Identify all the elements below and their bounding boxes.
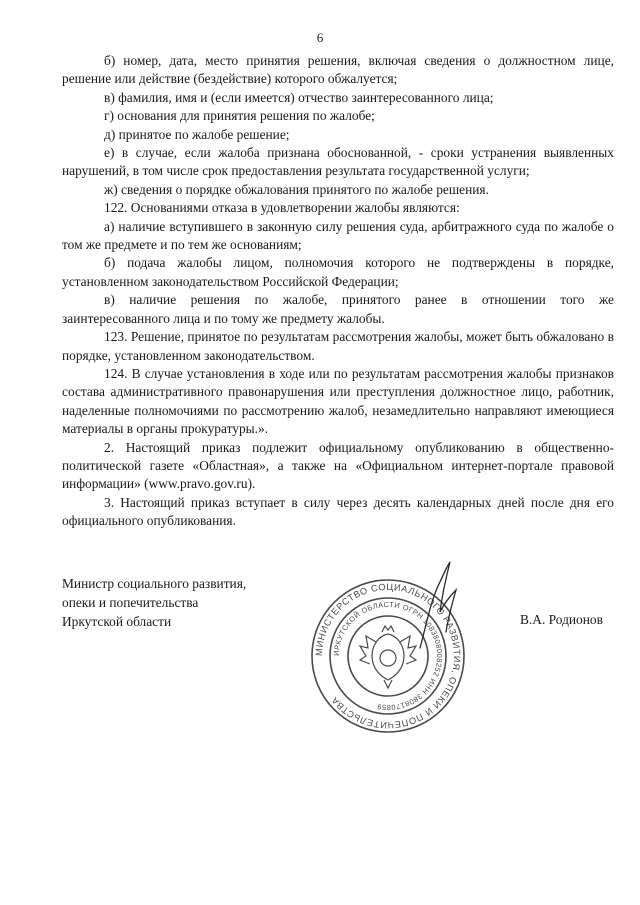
- paragraph-v-name: в) фамилия, имя и (если имеется) отчество заинтересованного лица;: [104, 89, 494, 105]
- paragraph-124: 124. В случае установления в ходе или по результатам рассмотрения жалобы признаков состава административного правонарушения или преступления должностное лицо, работник, наделенные полномочиями по рассмотрению жалоб, незамедлительно направляют имеющиеся материалы в органы прокуратуры.».: [62, 365, 614, 437]
- signatory-title-line: опеки и попечительства: [62, 595, 199, 610]
- signatory-title-line: Иркутской области: [62, 614, 172, 629]
- paragraph-122-b: б) подача жалобы лицом, полномочия которого не подтверждены в порядке, установленном законодательством Российской Федерации;: [62, 255, 614, 289]
- paragraph-123: 123. Решение, принятое по результатам рассмотрения жалобы, может быть обжаловано в порядке, установленном законодательством.: [62, 329, 614, 363]
- paragraph-122-a: а) наличие вступившего в законную силу решения суда, арбитражного суда по жалобе о том же предмете и по тем же основаниям;: [62, 218, 614, 253]
- paragraph-122-v: в) наличие решения по жалобе, принятого ранее в отношении того же заинтересованного лица и по тому же предмету жалобы.: [62, 292, 614, 326]
- signatory-title: [62, 574, 246, 631]
- page-number: 6: [316, 30, 324, 45]
- document-body: [62, 52, 614, 531]
- paragraph-e-deadlines: е) в случае, если жалоба признана обоснованной, - сроки устранения выявленных нарушений, в том числе срок предоставления результата государственной услуги;: [62, 145, 614, 179]
- paragraph-122: 122. Основаниями отказа в удовлетворении жалобы являются:: [104, 200, 460, 216]
- handwritten-signature: [400, 556, 480, 656]
- paragraph-b-details: б) номер, дата, место принятия решения, включая сведения о должностном лице, решение или действие (бездействие) которого обжалуется;: [62, 53, 614, 87]
- signatory-name: В.А. Родионов: [520, 612, 603, 627]
- paragraph-d-decision: д) принятое по жалобе решение;: [104, 126, 290, 142]
- signatory-title-line: Министр социального развития,: [62, 576, 247, 591]
- paragraph-zh-appeal: ж) сведения о порядке обжалования принятого по жалобе решения.: [104, 181, 489, 197]
- seal-inner-text: ИРКУТСКОЙ ОБЛАСТИ ОГРН 1083808008252 ИНН 3808170859: [331, 599, 445, 713]
- paragraph-order-3: 3. Настоящий приказ вступает в силу через десять календарных дней после дня его официального опубликования.: [62, 494, 614, 529]
- seal-outer-text: МИНИСТЕРСТВО СОЦИАЛЬНОГО РАЗВИТИЯ, ОПЕКИ И ПОПЕЧИТЕЛЬСТВА: [313, 581, 463, 731]
- paragraph-order-2: 2. Настоящий приказ подлежит официальному опубликованию в общественно-политической газете «Областная», а также на «Официальном интернет-портале правовой информации» (www.pravo.gov.ru).: [62, 439, 614, 492]
- paragraph-g-grounds: г) основания для принятия решения по жалобе;: [104, 108, 375, 124]
